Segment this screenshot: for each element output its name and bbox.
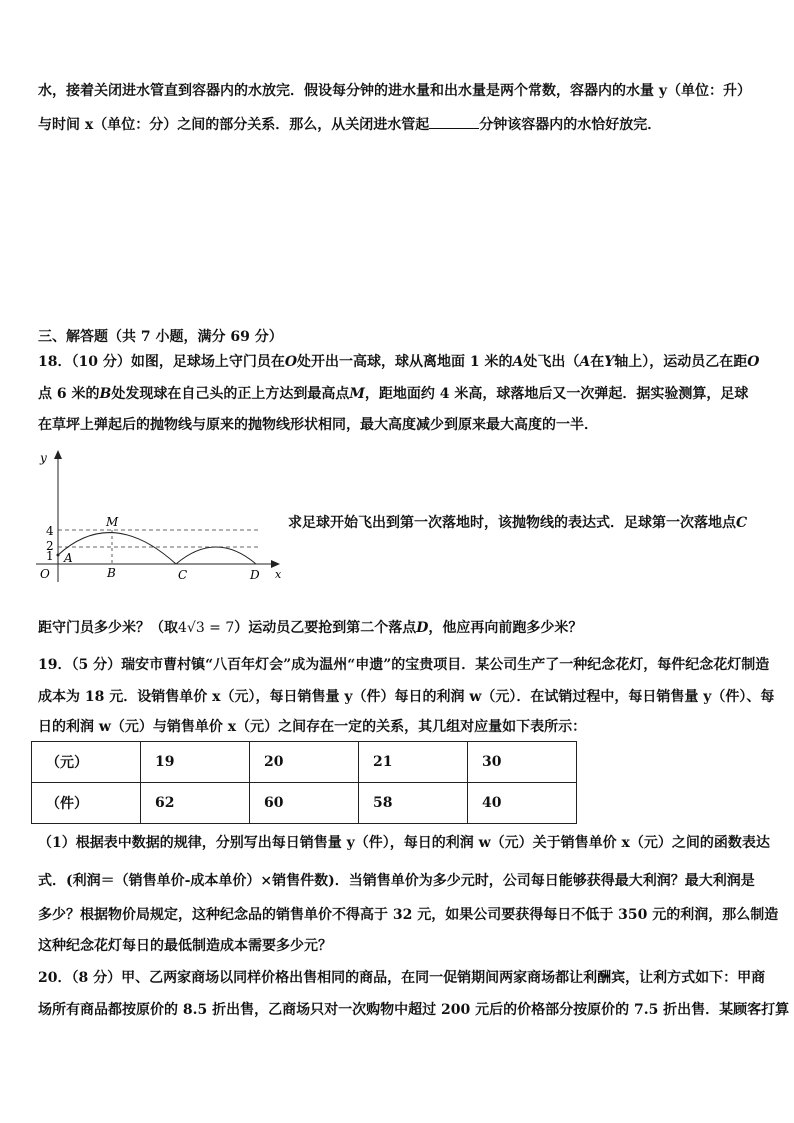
table-cell: （元）: [32, 742, 141, 783]
q18-line-1: 18．（10 分）如图，足球场上守门员在O处开出一高球，球从离地面 1 米的A处飞出（A在Y轴上），运动员乙在距O: [38, 354, 760, 370]
q18-line-2: 点 6 米的B处发现球在自己头的正上方达到最高点M，距地面约 4 米高，球落地后又一次弹起．据实验测算，足球: [38, 386, 749, 402]
table-row: [32, 742, 577, 783]
section-title: 三、解答题（共 7 小题，满分 69 分）: [38, 329, 283, 345]
q19-line-1: 19．（5 分）瑞安市曹村镇“八百年灯会”成为温州“申遗”的宝贵项目．某公司生产了一种纪念花灯，每件纪念花灯制造: [38, 657, 770, 673]
label-x: x: [275, 568, 282, 581]
table-cell: 21: [359, 742, 468, 783]
q18-figure-side-text: 求足球开始飞出到第一次落地时，该抛物线的表达式．足球第一次落地点C: [288, 515, 748, 531]
q19-part-4: 这种纪念花灯每日的最低制造成本需要多少元？: [38, 938, 332, 954]
table-cell: （件）: [32, 783, 141, 824]
q18-line-3: 在草坪上弹起后的抛物线与原来的抛物线形状相同，最大高度减少到原来最大高度的一半．: [38, 417, 598, 433]
table-cell: 40: [468, 783, 577, 824]
table-cell: 60: [250, 783, 359, 824]
label-o: O: [40, 567, 50, 581]
tick-2: 2: [46, 539, 54, 553]
parabola-second: [176, 547, 256, 564]
table-cell: 58: [359, 783, 468, 824]
q19-part-3: 多少？根据物价局规定，这种纪念品的销售单价不得高于 32 元，如果公司要获得每日不低于 350 元的利润，那么制造: [38, 907, 779, 923]
table-row: [32, 783, 577, 824]
point-a: [57, 554, 60, 557]
q20-line-1: 20．（8 分）甲、乙两家商场以同样价格出售相同的商品，在同一促销期间两家商场都让利酬宾，让利方式如下：甲商: [38, 970, 766, 986]
answer-blank[interactable]: [429, 116, 479, 129]
x-axis-arrow: [271, 560, 280, 568]
q18-figure: [28, 446, 288, 586]
q17-line-1: 水，接着关闭进水管直到容器内的水放完．假设每分钟的进水量和出水量是两个常数，容器内的水量 y（单位：升）: [38, 83, 752, 99]
label-a: A: [64, 551, 73, 565]
q19-part-1: （1）根据表中数据的规律，分别写出每日销售量 y（件），每日的利润 w（元）关于销售单价 x（元）之间的函数表达: [38, 835, 770, 851]
label-m: M: [106, 515, 119, 529]
q19-line-2: 成本为 18 元．设销售单价 x（元），每日销售量 y（件）每日的利润 w（元）．在试销过程中，每日销售量 y（件）、每: [38, 689, 775, 705]
table-cell: 62: [141, 783, 250, 824]
label-b: B: [107, 566, 116, 580]
tick-1: 1: [46, 549, 54, 563]
q20-line-2: 场所有商品都按原价的 8.5 折出售，乙商场只对一次购物中超过 200 元后的价格部分按原价的 7.5 折出售．某顾客打算: [38, 1002, 790, 1018]
q18-line-5: 距守门员多少米？（取4√3 = 7）运动员乙要抢到第二个落点D，他应再向前跑多少米？: [38, 620, 583, 636]
q19-line-3: 日的利润 w（元）与销售单价 x（元）之间存在一定的关系，其几组对应量如下表所示：: [38, 719, 587, 735]
q17-line-2: 与时间 x（单位：分）之间的部分关系．那么，从关闭进水管起 分钟该容器内的水恰好放完．: [38, 117, 662, 133]
label-d: D: [250, 568, 260, 582]
table-cell: 20: [250, 742, 359, 783]
tick-4: 4: [46, 524, 54, 538]
label-c: C: [178, 568, 188, 582]
q19-part-2: 式．(利润＝（销售单价-成本单价）×销售件数)．当销售单价为多少元时，公司每日能够获得最大利润？最大利润是: [38, 873, 755, 889]
parabola-first: [58, 533, 176, 564]
label-y: y: [40, 451, 47, 465]
y-axis-arrow: [54, 450, 62, 459]
table-cell: 30: [468, 742, 577, 783]
q19-table: [31, 741, 577, 824]
table-cell: 19: [141, 742, 250, 783]
